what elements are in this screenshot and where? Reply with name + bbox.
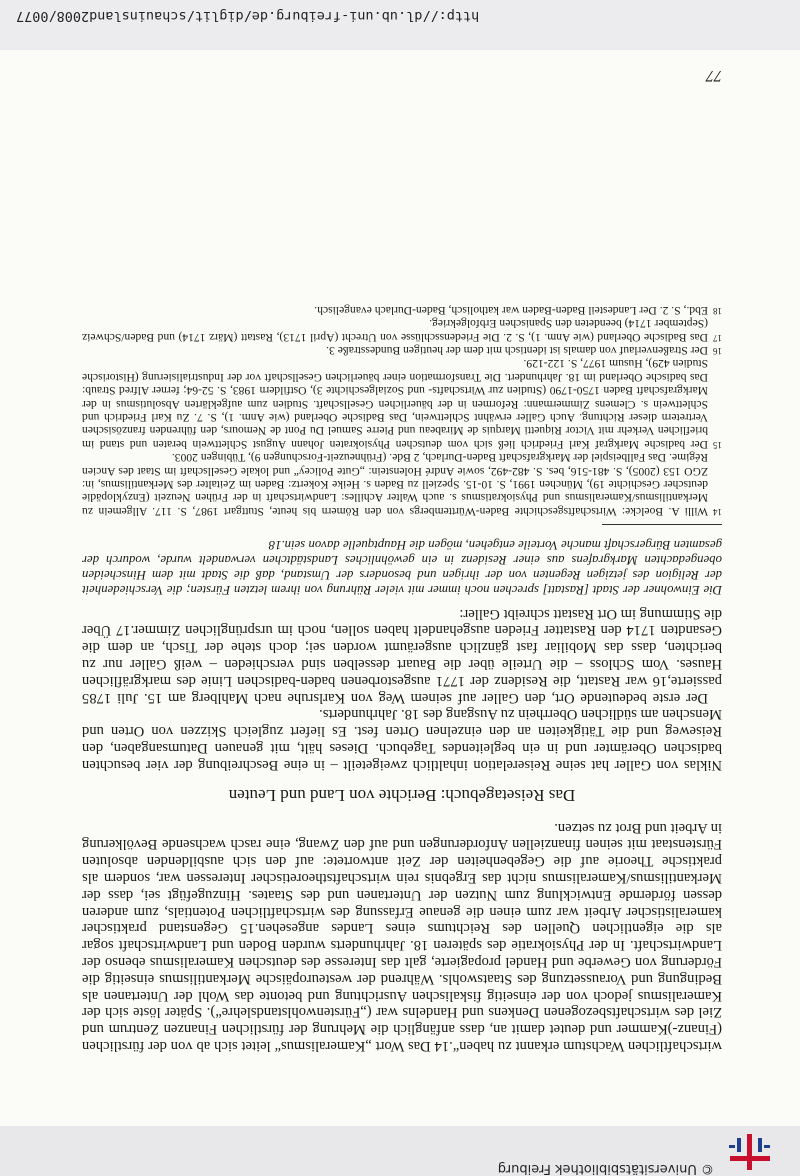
footnote-divider: [602, 524, 722, 525]
scanned-page: [0, 50, 800, 1126]
block-quote: Die Einwohner der Stadt [Rastatt] sprechen noch immer mit vieler Rührung von ihrem letzten Fürsten; die Verschiedenheit der Religion des jetzigen Regenten von der ihrigen und besonders der Umstand, daß die Stadt mit dem Hinscheiden obengedachten Markgrafens aus einer Residenz in ein gewöhnliches Landstädtchen verwandelt wurde, wodurch der gesamten Bürgerschaft manche Vorteile entgehen, mögen die Hauptquelle davon sein.18: [82, 537, 722, 597]
footnote: 17Das Badische Oberland (wie Anm. 1), S. 2. Die Friedensschlüsse von Utrecht (April 1713), Rastatt (März 1714) und Baden/Schweiz (September 1714) beendeten den Spanischen Erbfolgekrieg.: [82, 317, 722, 344]
url-bar: [0, 0, 800, 50]
copyright-notice: © Universitätsbibliothek Freiburg: [497, 1161, 714, 1176]
body-paragraph-2: Der erste bedeutende Ort, den Galler auf seinem Weg von Karlsruhe nach Mahlberg am 15. Juli 1785 passierte,16 war Rastatt, die Residenz der 1771 ausgestorbenen baden-badischen Linie des markgräflichen Hauses. Vom Schloss – die Urteile über die Bauart desselben sind verschieden – weiß Galler nur zu berichten, dass das Mobiliar fast gänzlich ausgeräumt worden sei; doch stehe der Tisch, an dem die Gesandten 1714 den Rastatter Frieden ausgehandelt haben sollen, noch im ursprünglichen Zimmer.17 Über die Stimmung im Ort Rastatt schreibt Galler:: [82, 605, 722, 706]
header-bar: [0, 1126, 800, 1176]
footnotes: [82, 303, 722, 518]
body-paragraph-1: Niklas von Galler hat seine Reiserelation inhaltlich zweigeteilt – in eine Beschreibung der vier besuchten badischen Oberämter und in ein begleitendes Tagebuch. Dieses hält, mit genauen Datumsangaben, den Reiseweg und die Tätigkeiten an den einzelnen Orten fest. Es liefert zugleich Skizzen von Orten und Menschen am südlichen Oberrhein zu Ausgang des 18. Jahrhunderts.: [82, 706, 722, 773]
section-heading: Das Reisetagebuch: Berichte von Land und Leuten: [228, 785, 576, 805]
page-number: 77: [706, 67, 722, 84]
permalink[interactable]: http://dl.ub.uni-freiburg.de/diglit/schauinsland2008/0077: [16, 8, 480, 24]
university-library-logo-icon: [728, 1134, 772, 1170]
footnote: 18Ebd., S. 2. Der Landesteil Baden-Baden war katholisch, Baden-Durlach evangelisch.: [314, 303, 722, 317]
footnote: 16Der Straßenverlauf von damals ist identisch mit dem der heutigen Bundesstraße 3.: [326, 344, 722, 357]
intro-paragraph: wirtschaftlichen Wachstum erkannt zu haben“.14 Das Wort „Kameralismus“ leitet sich ab von der fürstlichen (Finanz-)Kammer und deutet damit an, dass anfänglich die Mehrung der fürstlichen Finanzen Zentrum und Ziel des wirtschaftsbezogenen Denkens und Handelns war („Fürstenwohlstandslehre“). Später löste sich der Kameralismus jedoch von der einseitig fiskalischen Ausrichtung und betonte das Wohl der Untertanen als Bedingung und Voraussetzung des Staatswohls. Während der westeuropäische Merkantilismus einseitig die Förderung von Gewerbe und Handel propagierte, galt das Interesse des deutschen Kameralismus ebenso der Landwirtschaft. In der Physiokratie des späteren 18. Jahrhunderts wurden Boden und Landwirtschaft sogar als die eigentlichen Quellen des Reichtums eines Landes angesehen.15 Gegenstand praktischer kameralistischer Arbeit war zum einen die genaue Erfassung des wirtschaftlichen Potentials, zum anderen dessen fördernde Entwicklung zum Nutzen der Untertanen und des Staates. Hinzugefügt sei, dass der Merkantilismus/Kameralismus nicht das Ergebnis rein wirtschaftstheoretischer Interessen war, sondern als praktische Theorie auf die Gegebenheiten der Zeit antwortete: auf den sich ausbildenden absoluten Fürstenstaat mit seinen finanziellen Anforderungen und auf den Zwang, eine rasch wachsende Bevölkerung in Arbeit und Brot zu setzen.: [82, 819, 722, 1054]
footnote: 14Willi A. Boelcke: Wirtschaftsgeschichte Baden-Württembergs von den Römern bis heute, Stuttgart 1987, S. 117. Allgemein zu Merkantilismus/Kameralismus und Physiokratismus s. auch Walter Achilles: Landwirtschaft in der Frühen Neuzeit (Enzyklopädie deutscher Geschichte 19), München 1991, S. 10-15. Speziell zu Baden s. Heike Kokertz: Baden im Zeitalter des Merkantilismus, in: ZGO 153 (2005), S. 481-516, bes. S. 482-492, sowie André Holenstein: „Gute Policey“ und lokale Gesellschaft im Staat des Ancien Régime. Das Fallbeispiel der Markgrafschaft Baden-Durlach, 2 Bde. (Frühneuzeit-Forschungen 9), Tübingen 2003.: [82, 451, 722, 518]
footnote: 15Der badische Markgraf Karl Friedrich ließ sich vom deutschen Physiokraten Johann August Schlettwein beraten und stand im brieflichen Verkehr mit Victor Riquetti Marquis de Mirabeau und Pierre Samuel Du Pont de Nemours, den führenden französischen Vertretern dieser Richtung. Auch Galler erwähnt Schlettwein, Das Badische Oberland (wie Anm. 1), S. 7. Zu Karl Friedrich und Schlettwein s. Clemens Zimmermann: Reformen in der bäuerlichen Gesellschaft. Studien zum aufgeklärten Absolutismus in der Markgrafschaft Baden 1750-1790 (Studien zur Wirtschafts- und Sozialgeschichte 3), Ostfildern 1983, S. 52-64; ferner Alfred Straub: Das badische Oberland im 18. Jahrhundert. Die Transformation einer bäuerlichen Gesellschaft vor der Industrialisierung (Historische Studien 429), Husum 1977, S. 122-129.: [82, 357, 722, 451]
page-text: [82, 303, 722, 1054]
